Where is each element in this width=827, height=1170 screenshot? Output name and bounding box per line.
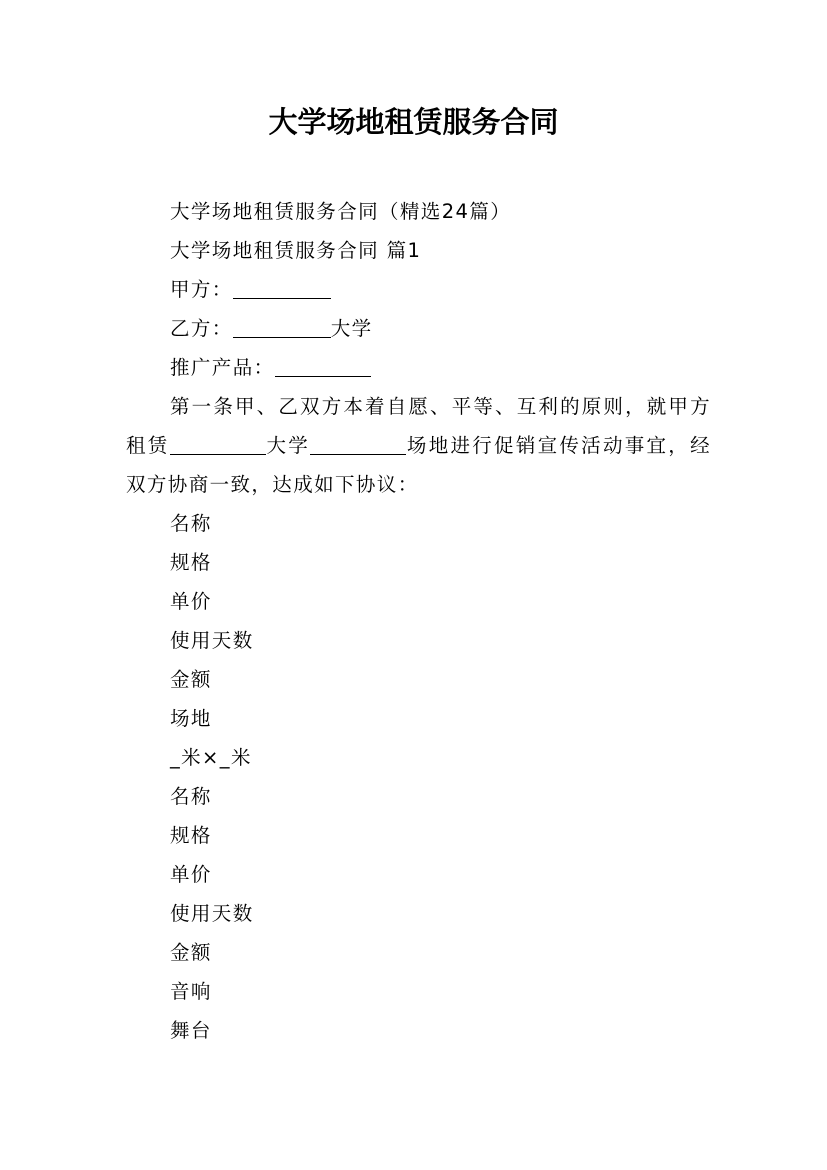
list-item: 金额 [170, 668, 212, 691]
party-b-label: 乙方： [170, 317, 233, 340]
article-1-blank-2 [310, 432, 406, 455]
list-item: 使用天数 [170, 629, 254, 652]
party-b-suffix: 大学 [330, 317, 373, 340]
party-a-line [126, 270, 711, 309]
document-body [126, 192, 711, 1050]
list-item: 规格 [170, 824, 212, 847]
party-a-label: 甲方： [170, 278, 233, 301]
document-title: 大学场地租赁服务合同 [268, 105, 559, 139]
product-blank [275, 354, 371, 377]
party-b-line [126, 309, 711, 348]
list-item: 单价 [170, 590, 212, 613]
party-a-blank [233, 276, 331, 299]
article-1-text-3: 场地进行促销宣传活动事宜，经双方协商一致，达成如下协议： [126, 434, 711, 496]
article-1-paragraph [126, 387, 711, 504]
article-1-blank-1 [170, 432, 266, 455]
list-item: 场地 [170, 707, 212, 730]
party-b-blank [233, 315, 331, 338]
list-item: 音响 [170, 980, 212, 1003]
list-item: 舞台 [170, 1019, 212, 1042]
article-1-text-1: 第一条甲、乙双方本着自愿、平等、互利的原则，就甲方租赁 [126, 395, 711, 457]
list-item: 金额 [170, 941, 212, 964]
list-item: 使用天数 [170, 902, 254, 925]
list-item: 规格 [170, 551, 212, 574]
article-1-text-2: 大学 [265, 434, 311, 457]
list-item: 名称 [170, 512, 212, 535]
document-subtitle: 大学场地租赁服务合同（精选24篇） [170, 200, 512, 223]
product-line [126, 348, 711, 387]
section-heading: 大学场地租赁服务合同 篇1 [170, 239, 422, 262]
list-item: _米×_米 [170, 746, 252, 769]
list-item: 名称 [170, 785, 212, 808]
list-item: 单价 [170, 863, 212, 886]
product-label: 推广产品： [170, 356, 275, 379]
